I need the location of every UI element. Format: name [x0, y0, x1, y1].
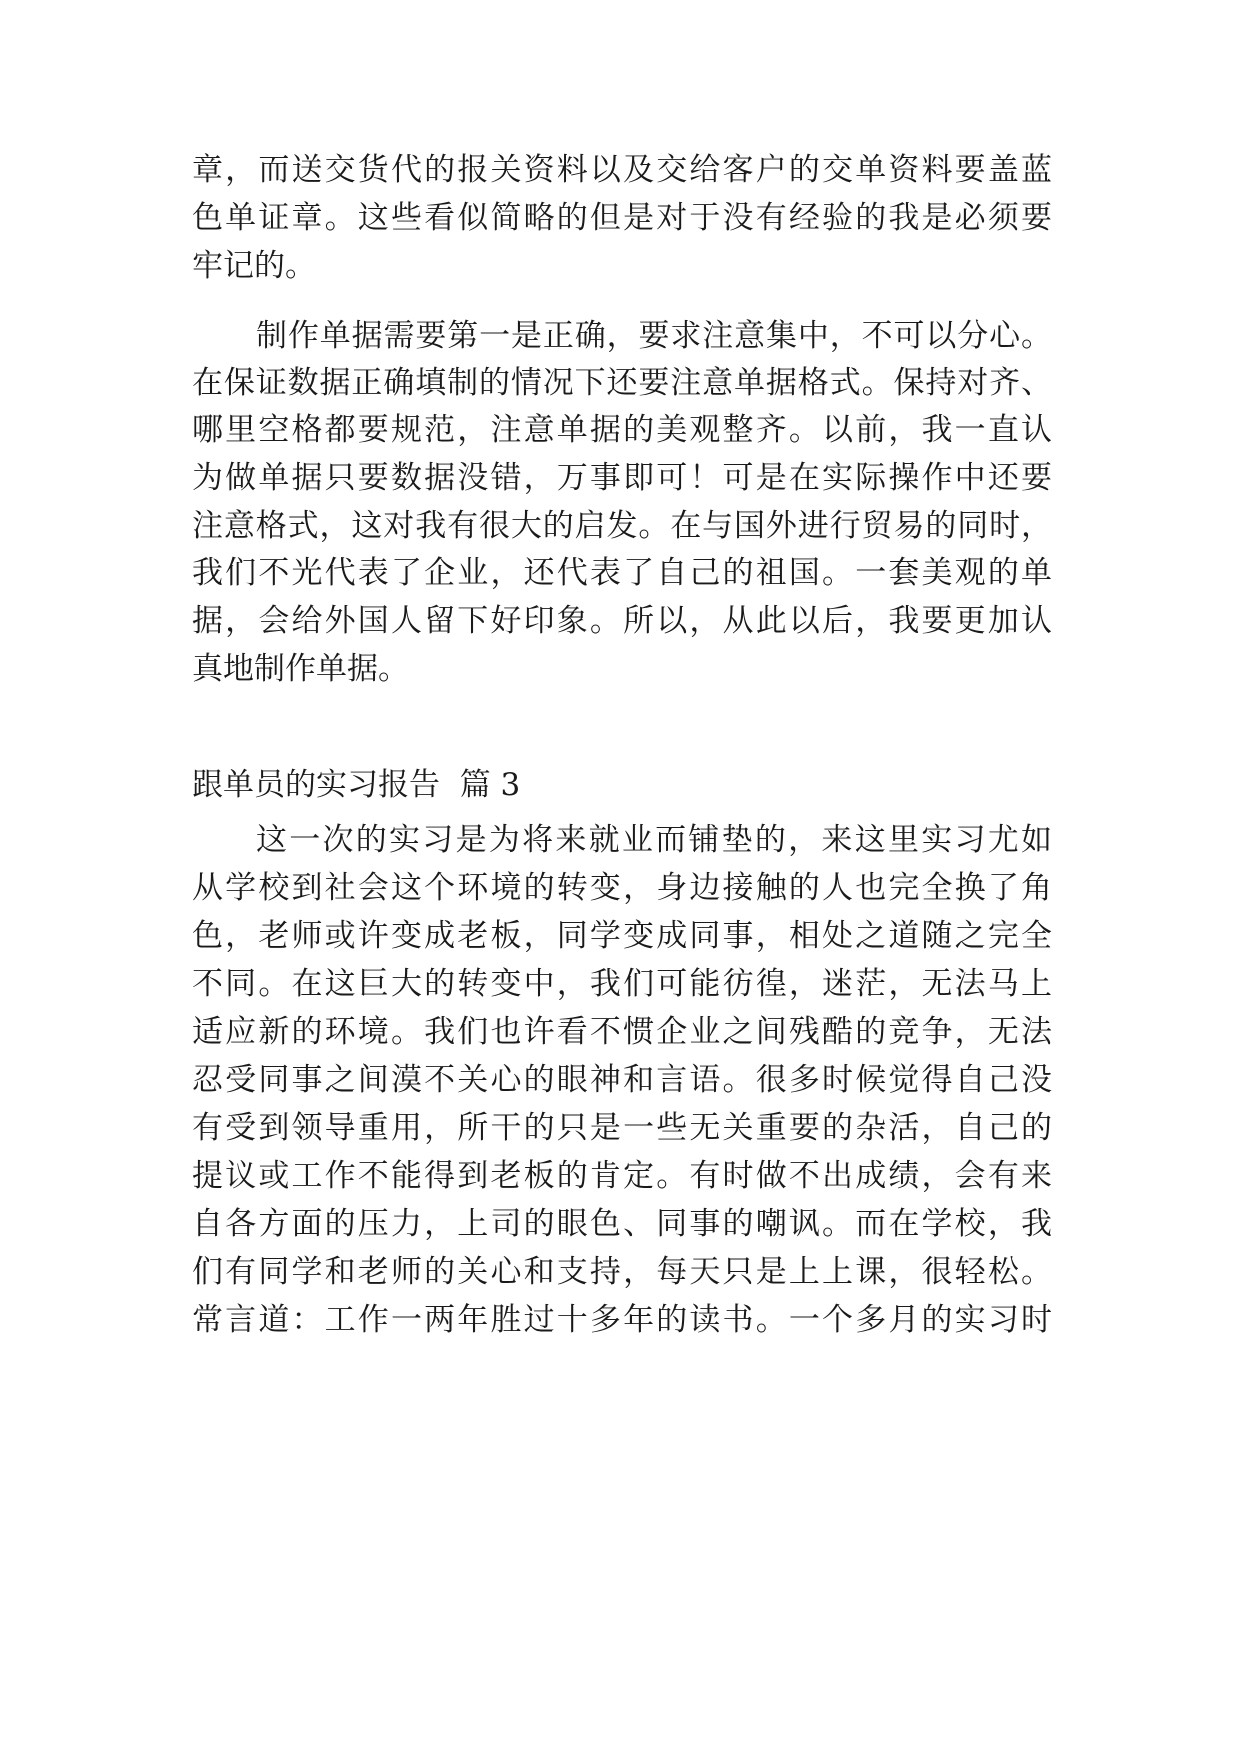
text-line: 制作单据需要第一是正确，要求注意集中，不可以分心。 [256, 318, 1052, 354]
text-line: 我们不光代表了企业，还代表了自己的祖国。一套美观的单 [192, 555, 1052, 591]
text-line: 自各方面的压力，上司的眼色、同事的嘲讽。而在学校，我 [192, 1206, 1052, 1242]
text-line: 不同。在这巨大的转变中，我们可能彷徨，迷茫，无法马上 [192, 966, 1052, 1002]
text-line: 忍受同事之间漠不关心的眼神和言语。很多时候觉得自己没 [192, 1062, 1052, 1098]
text-line: 在保证数据正确填制的情况下还要注意单据格式。保持对齐、 [192, 365, 1052, 401]
text-line: 色单证章。这些看似简略的但是对于没有经验的我是必须要 [192, 200, 1052, 236]
text-line: 牢记的。 [192, 248, 316, 284]
text-line: 为做单据只要数据没错，万事即可！可是在实际操作中还要 [192, 460, 1052, 496]
text-line: 章，而送交货代的报关资料以及交给客户的交单资料要盖蓝 [192, 152, 1052, 188]
text-line: 色，老师或许变成老板，同学变成同事，相处之道随之完全 [192, 918, 1052, 954]
text-line: 这一次的实习是为将来就业而铺垫的，来这里实习尤如 [256, 822, 1052, 858]
text-line: 注意格式，这对我有很大的启发。在与国外进行贸易的同时， [192, 508, 1052, 544]
text-line: 从学校到社会这个环境的转变，身边接触的人也完全换了角 [192, 870, 1052, 906]
section-heading: 跟单员的实习报告 篇 3 [192, 767, 521, 803]
text-line: 真地制作单据。 [192, 651, 409, 687]
text-line: 们有同学和老师的关心和支持，每天只是上上课，很轻松。 [192, 1254, 1052, 1290]
text-line: 常言道：工作一两年胜过十多年的读书。一个多月的实习时 [192, 1302, 1052, 1338]
text-line: 哪里空格都要规范，注意单据的美观整齐。以前，我一直认 [192, 412, 1052, 448]
text-line: 据，会给外国人留下好印象。所以，从此以后，我要更加认 [192, 603, 1052, 639]
text-line: 有受到领导重用，所干的只是一些无关重要的杂活，自己的 [192, 1110, 1052, 1146]
text-line: 提议或工作不能得到老板的肯定。有时做不出成绩，会有来 [192, 1158, 1052, 1194]
text-line: 适应新的环境。我们也许看不惯企业之间残酷的竞争，无法 [192, 1014, 1052, 1050]
